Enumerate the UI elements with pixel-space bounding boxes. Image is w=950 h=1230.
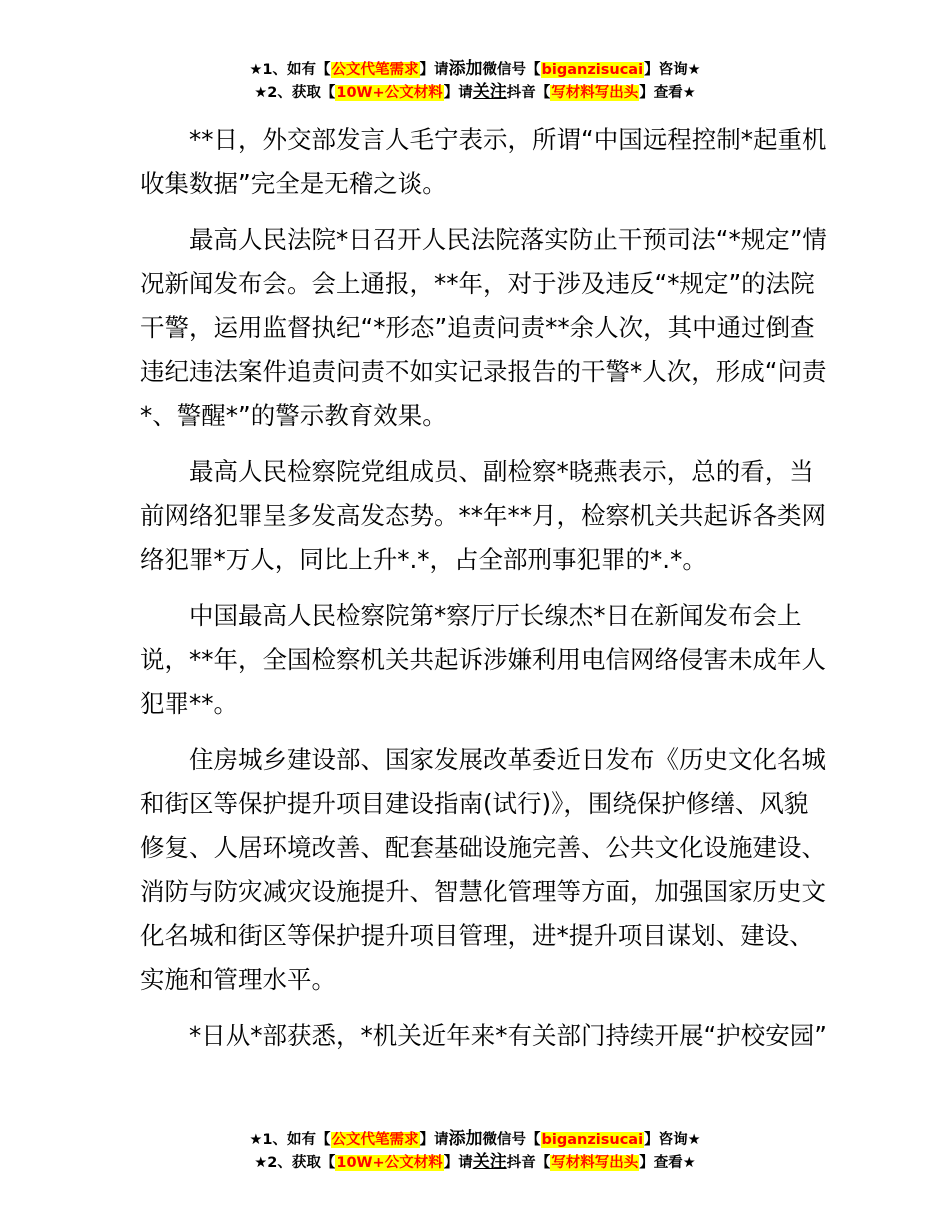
emphasis-follow: 关注 [472, 1152, 507, 1172]
banner-line-2 [0, 1151, 950, 1174]
banner-text: 】请 [443, 1155, 473, 1171]
banner-text: ★1、如有【 [249, 62, 331, 78]
highlight-douyin-account: 写材料写出头 [551, 85, 639, 101]
header-banner [0, 58, 950, 104]
document-body [140, 118, 830, 1070]
highlight-wechat-id: biganzisucai [541, 62, 644, 78]
highlight-materials: 10W+公文材料 [336, 85, 443, 101]
paragraph: 中国最高人民检察院第*察厅厅长缐杰*日在新闻发布会上说，**年，全国检察机关共起诉涉嫌利用电信网络侵害未成年人犯罪**。 [140, 601, 826, 718]
banner-text: 】咨询★ [644, 1132, 701, 1148]
footer-banner [0, 1128, 950, 1174]
banner-line-1 [0, 1128, 950, 1151]
banner-text: 抖音【 [506, 1155, 551, 1171]
banner-text: 】查看★ [639, 85, 696, 101]
emphasis-follow: 关注 [472, 82, 507, 102]
highlight-wechat-id: biganzisucai [541, 1132, 644, 1148]
banner-line-2 [0, 81, 950, 104]
paragraph: 住房城乡建设部、国家发展改革委近日发布《历史文化名城和街区等保护提升项目建设指南(试行)》，围绕保护修缮、风貌修复、人居环境改善、配套基础设施完善、公共文化设施建设、消防与防灾减灾设施提升、智慧化管理等方面，加强国家历史文化名城和街区等保护提升项目管理，进*提升项目谋划、建设、实施和管理水平。 [140, 745, 826, 994]
paragraph: **日，外交部发言人毛宁表示，所谓“中国远程控制*起重机收集数据”完全是无稽之谈。 [140, 125, 827, 198]
banner-text: 微信号【 [482, 1132, 541, 1148]
paragraph: 最高人民法院*日召开人民法院落实防止干预司法“*规定”情况新闻发布会。会上通报，**年，对于涉及违反“*规定”的法院干警，运用监督执纪“*形态”追责问责**余人次，其中通过倒查违纪违法案件追责问责不如实记录报告的干警*人次，形成“问责*、警醒*”的警示教育效果。 [140, 225, 827, 430]
banner-text: 抖音【 [506, 85, 551, 101]
banner-text: 】查看★ [639, 1155, 696, 1171]
emphasis-add: 添加 [448, 1129, 483, 1149]
banner-text: ★2、获取【 [254, 85, 336, 101]
banner-text: 】请 [419, 1132, 449, 1148]
highlight-douyin-account: 写材料写出头 [551, 1155, 639, 1171]
banner-text: 】咨询★ [644, 62, 701, 78]
highlight-ghostwriting: 公文代笔需求 [331, 1132, 419, 1148]
paragraph: 最高人民检察院党组成员、副检察*晓燕表示，总的看，当前网络犯罪呈多发高发态势。**年**月，检察机关共起诉各类网络犯罪*万人，同比上升*.*，占全部刑事犯罪的*.*。 [140, 457, 826, 574]
banner-text: ★2、获取【 [254, 1155, 336, 1171]
banner-text: 】请 [443, 85, 473, 101]
highlight-ghostwriting: 公文代笔需求 [331, 62, 419, 78]
paragraph: *日从*部获悉，*机关近年来*有关部门持续开展“护校安园” [189, 1021, 827, 1050]
banner-text: 】请 [419, 62, 449, 78]
banner-text: ★1、如有【 [249, 1132, 331, 1148]
emphasis-add: 添加 [448, 59, 483, 79]
highlight-materials: 10W+公文材料 [336, 1155, 443, 1171]
banner-text: 微信号【 [482, 62, 541, 78]
banner-line-1 [0, 58, 950, 81]
